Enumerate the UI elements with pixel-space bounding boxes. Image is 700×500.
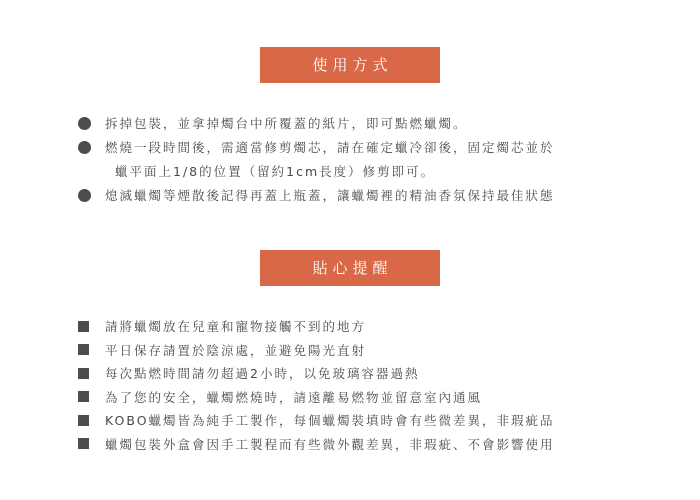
tips-item-text: 每次點燃時間請勿超過2小時，以免玻璃容器過熱 — [105, 366, 420, 381]
usage-item-text-continued: 蠟平面上1/8的位置（留約1cm長度）修剪即可。 — [115, 164, 436, 179]
square-bullet-icon — [78, 321, 89, 332]
circle-bullet-icon — [78, 141, 91, 154]
usage-list — [78, 112, 638, 208]
usage-item — [78, 112, 638, 136]
square-bullet-icon — [78, 344, 89, 355]
tips-item — [78, 362, 638, 386]
usage-item-text: 燃燒一段時間後，需適當修剪燭芯，請在確定蠟冷卻後，固定燭芯並於 — [105, 140, 555, 155]
square-bullet-icon — [78, 368, 89, 379]
circle-bullet-icon — [78, 189, 91, 202]
tips-item-text: 蠟燭包裝外盒會因手工製程而有些微外觀差異，非瑕疵、不會影響使用 — [105, 436, 555, 452]
tips-item — [78, 339, 638, 363]
circle-bullet-icon — [78, 117, 91, 130]
tips-section-title: 貼心提醒 — [260, 250, 440, 286]
tips-item — [78, 315, 638, 339]
usage-section-title: 使用方式 — [260, 47, 440, 83]
usage-item-text: 拆掉包裝，並拿掉燭台中所覆蓋的紙片，即可點燃蠟燭。 — [105, 116, 468, 131]
usage-item-text: 熄滅蠟燭等煙散後記得再蓋上瓶蓋，讓蠟燭裡的精油香氛保持最佳狀態 — [105, 188, 555, 203]
tips-item — [78, 409, 638, 433]
square-bullet-icon — [78, 415, 89, 426]
tips-item-text: 請將蠟燭放在兒童和寵物接觸不到的地方 — [105, 319, 367, 334]
tips-item-text: 平日保存請置於陰涼處，並避免陽光直射 — [105, 342, 367, 358]
tips-item-text: KOBO蠟燭皆為純手工製作，每個蠟燭裝填時會有些微差異，非瑕疵品 — [105, 413, 555, 428]
tips-item-text: 為了您的安全，蠟燭燃燒時，請遠離易燃物並留意室內通風 — [105, 389, 483, 405]
tips-list — [78, 315, 638, 456]
usage-item — [78, 184, 638, 208]
square-bullet-icon — [78, 438, 89, 449]
square-bullet-icon — [78, 391, 89, 402]
tips-item — [78, 386, 638, 410]
tips-item — [78, 433, 638, 457]
usage-item — [78, 136, 638, 184]
